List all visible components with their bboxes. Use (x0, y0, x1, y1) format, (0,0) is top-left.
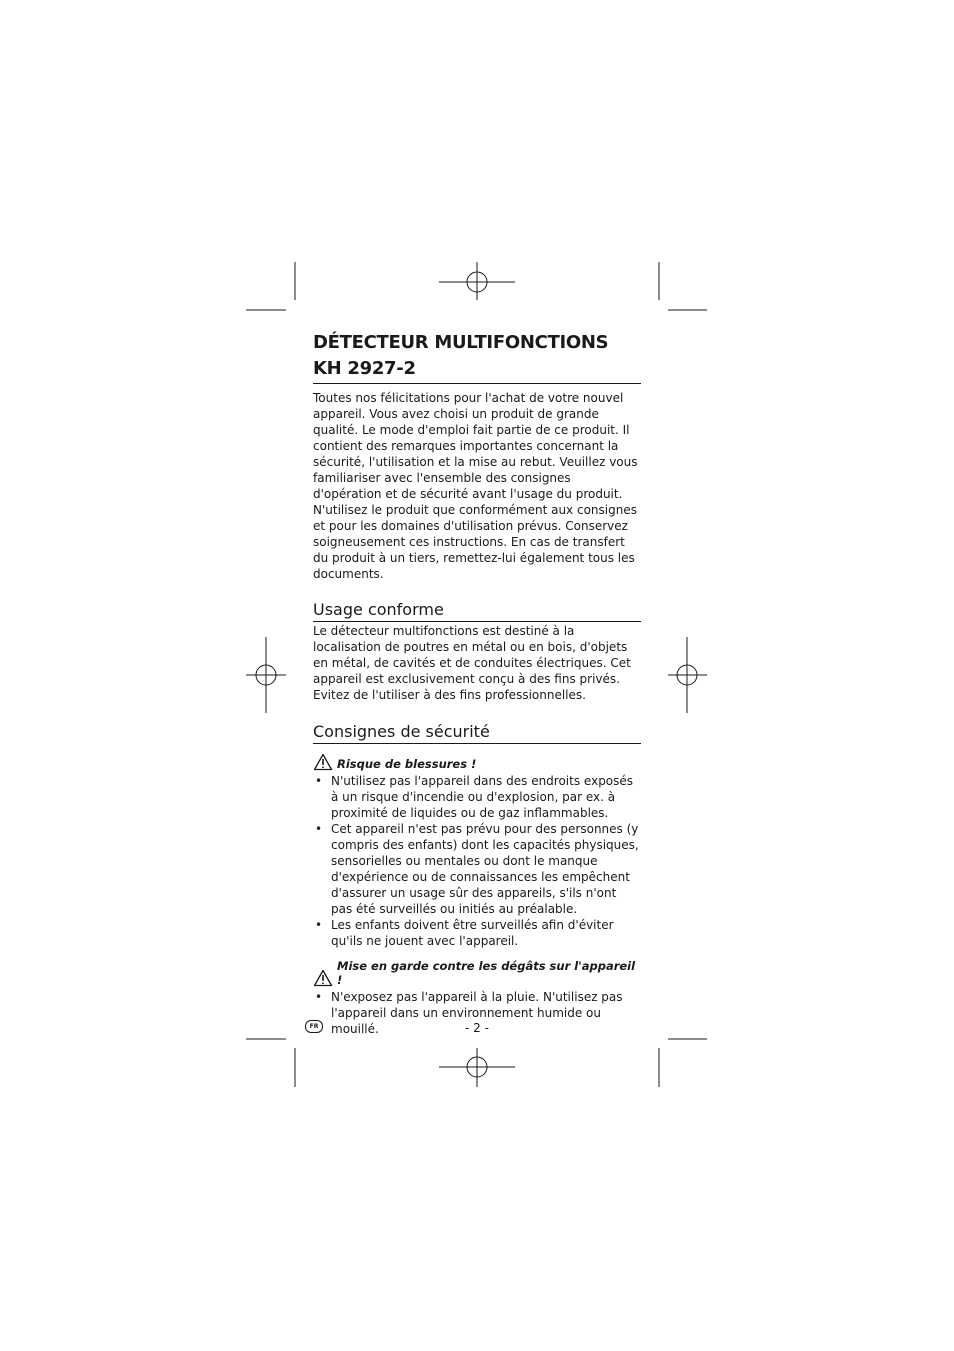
page-title (313, 330, 641, 384)
manual-page-content (313, 330, 641, 1037)
device-damage-warning-title: Mise en garde contre les dégâts sur l'appareil ! (337, 959, 636, 987)
page-number: - 2 - (465, 1021, 489, 1035)
list-item: • N'utilisez pas l'appareil dans des endroits exposés à un risque d'incendie ou d'explosion, par ex. à proximité de liquides ou de gaz inflammables. (313, 773, 641, 821)
warning-triangle-icon (313, 753, 333, 771)
list-item: • Les enfants doivent être surveillés afin d'éviter qu'ils ne jouent avec l'appareil. (313, 917, 641, 949)
device-damage-warning (313, 959, 641, 987)
warning-triangle-icon (313, 969, 333, 987)
usage-paragraph: Le détecteur multifonctions est destiné à la localisation de poutres en métal ou en bois, d'objets en métal, de cavités et de conduites électriques. Cet appareil est exclusivement conçu à des fins privés. Evitez de l'utiliser à des fins professionnelles. (313, 624, 631, 702)
injury-warning (313, 753, 641, 771)
title-line-2: KH 2927-2 (313, 358, 416, 379)
injury-warning-title: Risque de blessures ! (337, 757, 477, 771)
injury-warning-list (313, 773, 641, 949)
language-badge: FR (305, 1020, 323, 1033)
intro-paragraph: Toutes nos félicitations pour l'achat de votre nouvel appareil. Vous avez choisi un produit de grande qualité. Le mode d'emploi fait partie de ce produit. Il contient des remarques importantes concernant la sécurité, l'utilisation et la mise au rebut. Veuillez vous familiariser avec l'ensemble des consignes d'opération et de sécurité avant l'usage du produit. N'utilisez le produit que conformément aux consignes et pour les domaines d'utilisation prévus. Conservez soigneusement ces instructions. En cas de transfert du produit à un tiers, remettez-lui également tous les documents. (313, 391, 638, 581)
usage-heading: Usage conforme (313, 600, 641, 622)
list-item: • N'exposez pas l'appareil à la pluie. N'utilisez pas l'appareil dans un environnement humide ou mouillé. (313, 989, 641, 1037)
title-line-1: DÉTECTEUR MULTIFONCTIONS (313, 332, 609, 353)
list-item: • Cet appareil n'est pas prévu pour des personnes (y compris des enfants) dont les capacités physiques, sensorielles ou mentales ou dont le manque d'expérience ou de connaissances les empêchent d'assurer un usage sûr des appareils, s'ils n'ont pas été surveillés ou initiés au préalable. (313, 821, 641, 917)
safety-heading: Consignes de sécurité (313, 722, 641, 744)
